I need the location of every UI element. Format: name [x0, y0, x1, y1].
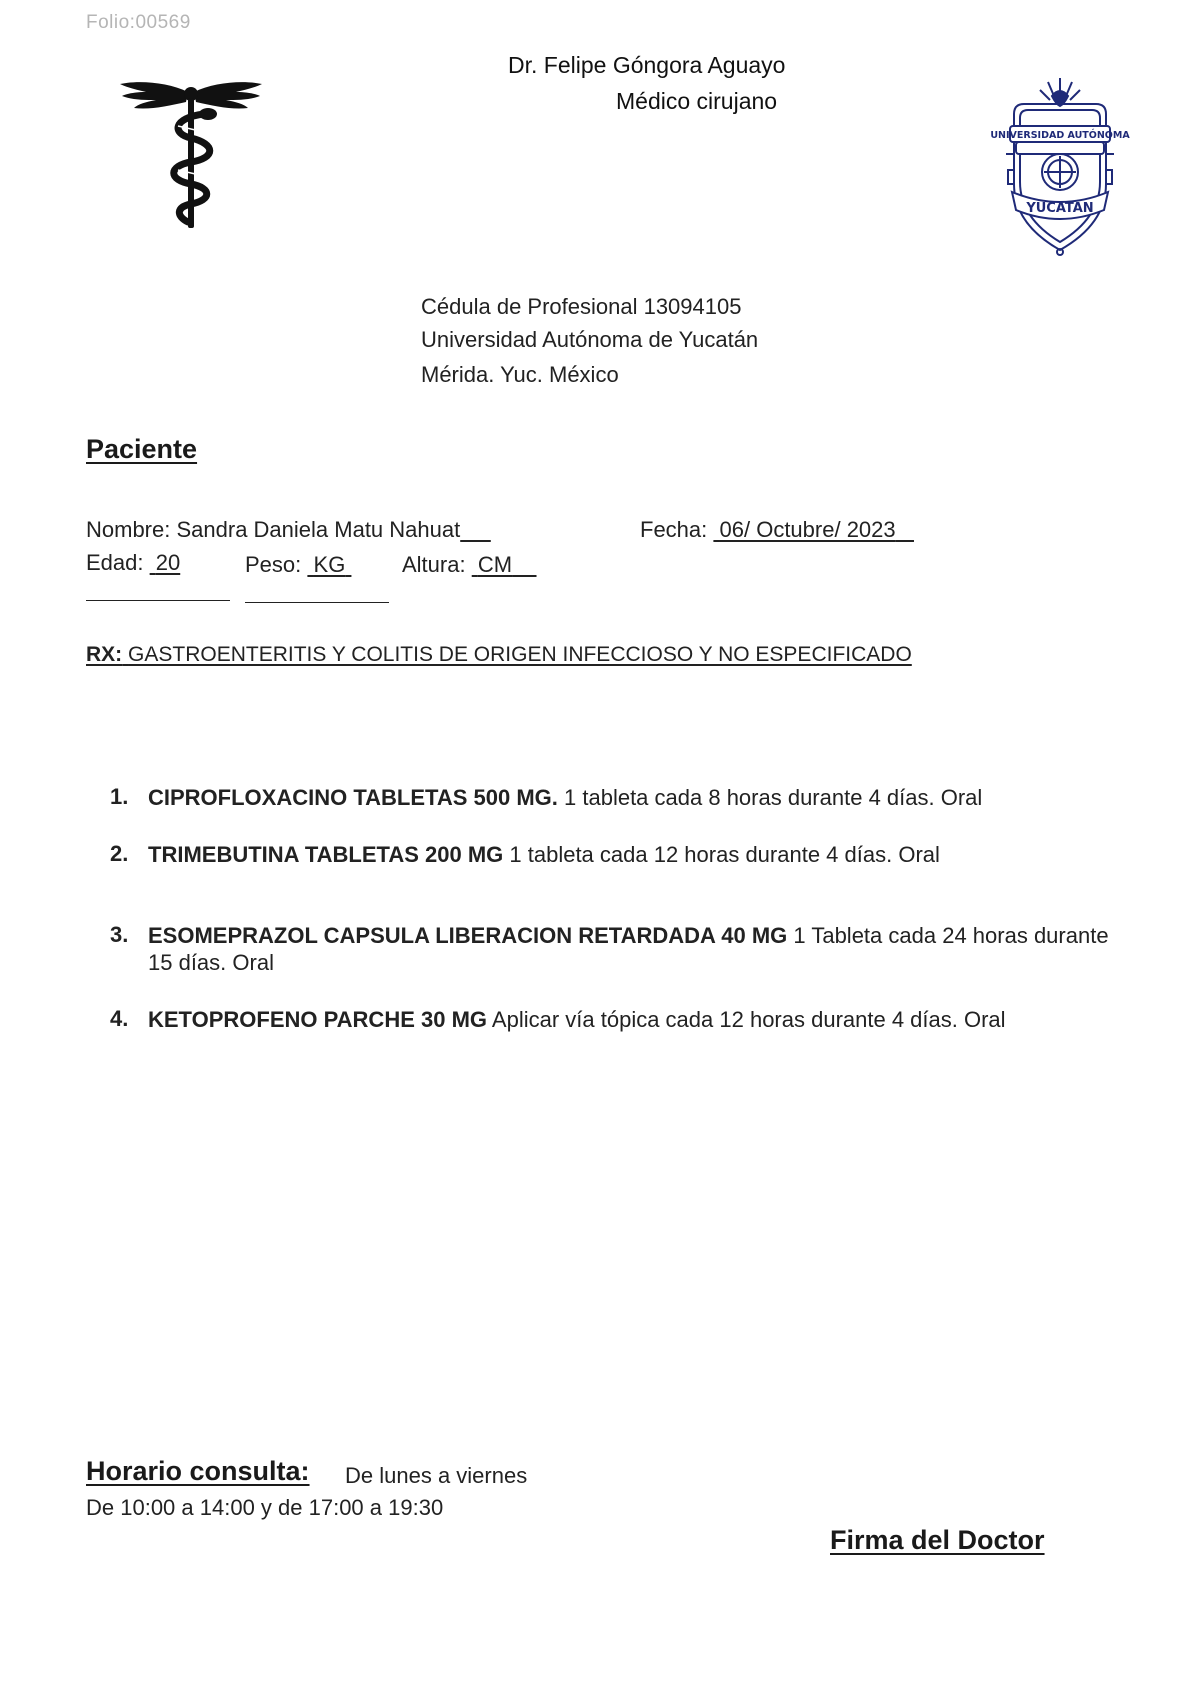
doctor-title: Médico cirujano [616, 88, 778, 114]
medication-item [110, 1006, 1130, 1033]
doctor-name: Dr. Felipe Góngora Aguayo [508, 52, 786, 78]
medication-item [110, 841, 1130, 868]
medication-number: 2. [110, 841, 129, 866]
date-row [640, 517, 914, 543]
height-label: Altura: [402, 552, 466, 577]
medication-name: KETOPROFENO PARCHE 30 MG [148, 1007, 488, 1032]
patient-section-title: Paciente [86, 434, 198, 464]
medication-name: ESOMEPRAZOL CAPSULA LIBERACION RETARDADA 40 MG [148, 923, 788, 948]
name-label: Nombre: [86, 517, 171, 542]
university-seal-icon [990, 74, 1130, 259]
folio-number: Folio:00569 [86, 12, 191, 33]
weight-label: Peso: [245, 552, 302, 577]
medication-instructions: Aplicar vía tópica cada 12 horas durante 4 días. Oral [491, 1007, 1006, 1032]
doctor-signature-label: Firma del Doctor [830, 1525, 1045, 1555]
medication-instructions: 1 tableta cada 8 horas durante 4 días. Oral [564, 785, 983, 810]
height-row [402, 552, 537, 578]
cedula-profesional: Cédula de Profesional 13094105 [421, 294, 742, 319]
medication-number: 4. [110, 1006, 129, 1031]
medication-instructions: 1 Tableta cada 24 horas durante 15 días. Oral [148, 923, 1109, 975]
medication-name: TRIMEBUTINA TABLETAS 200 MG [148, 842, 504, 867]
university-name: Universidad Autónoma de Yucatán [421, 327, 759, 352]
schedule-days: De lunes a viernes [345, 1463, 528, 1488]
age-value: 20 [155, 550, 181, 575]
medication-number: 3. [110, 922, 129, 947]
height-value: CM [477, 552, 513, 577]
date-value: 06/ Octubre/ 2023 [719, 517, 896, 542]
date-label: Fecha: [640, 517, 708, 542]
diagnosis-line [86, 643, 912, 667]
seal-top-text: UNIVERSIDAD AUTÓNOMA [990, 130, 1130, 141]
medication-number: 1. [110, 784, 129, 809]
weight-row [245, 552, 351, 578]
medication-item [110, 922, 1130, 976]
diagnosis-text: GASTROENTERITIS Y COLITIS DE ORIGEN INFECCIOSO Y NO ESPECIFICADO [128, 643, 912, 666]
seal-bottom-text: YUCATÁN [1026, 201, 1094, 216]
medication-item [110, 784, 1130, 811]
name-value: Sandra Daniela Matu Nahuat [176, 517, 461, 542]
medication-instructions: 1 tableta cada 12 horas durante 4 días. Oral [509, 842, 940, 867]
age-label: Edad: [86, 550, 144, 575]
weight-value: KG [313, 552, 346, 577]
caduceus-icon [116, 74, 266, 234]
schedule-title: Horario consulta: [86, 1456, 310, 1486]
rx-label: RX: [86, 643, 123, 666]
medication-name: CIPROFLOXACINO TABLETAS 500 MG. [148, 785, 558, 810]
patient-name-row [86, 517, 491, 543]
blank-line [86, 600, 230, 601]
location: Mérida. Yuc. México [421, 362, 619, 387]
blank-line [245, 602, 389, 603]
age-row [86, 550, 180, 576]
schedule-hours: De 10:00 a 14:00 y de 17:00 a 19:30 [86, 1495, 444, 1520]
